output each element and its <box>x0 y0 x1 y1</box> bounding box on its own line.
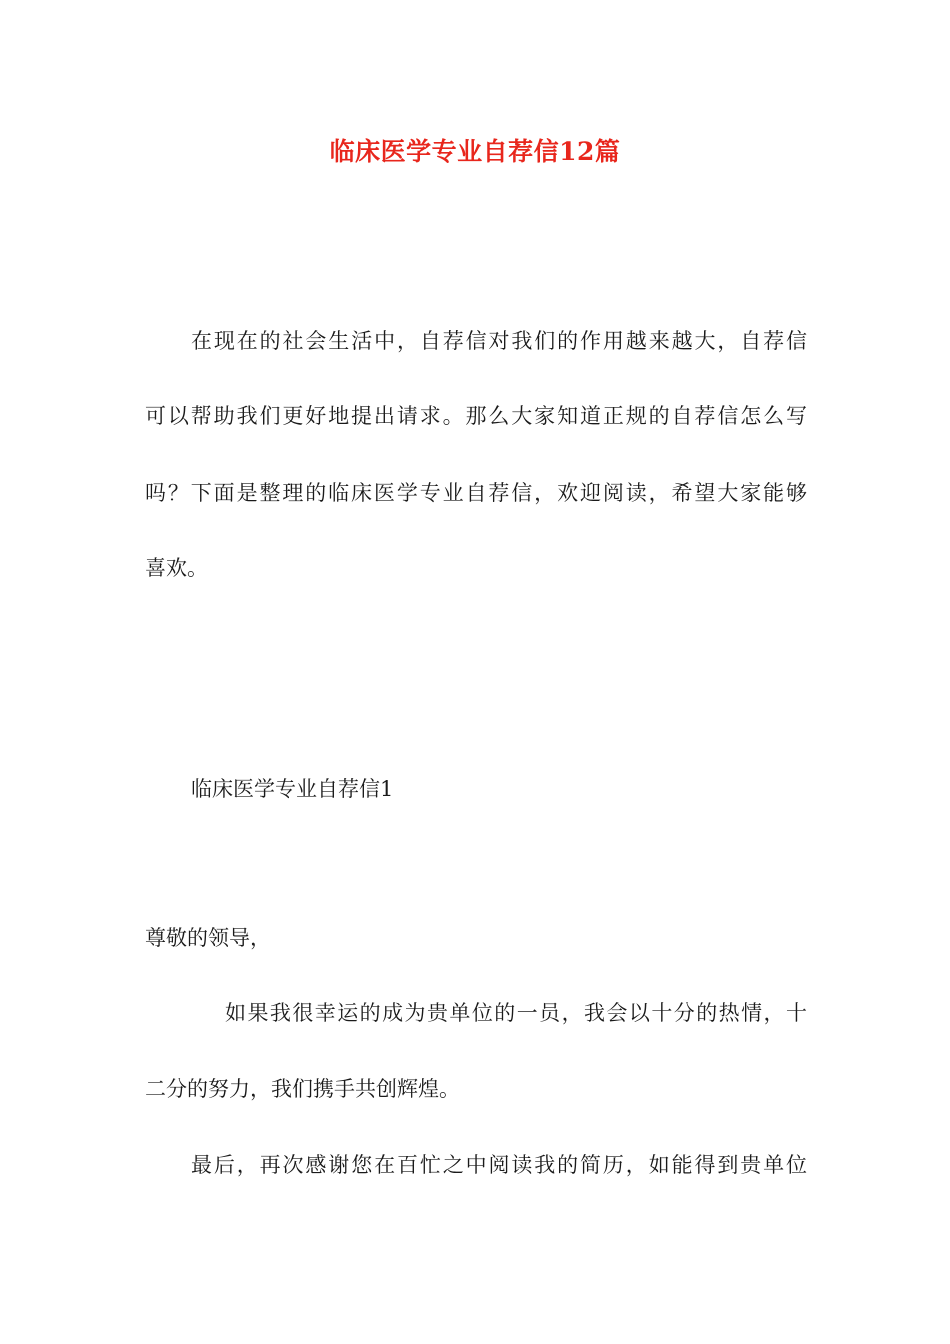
intro-line-1: 在现在的社会生活中，自荐信对我们的作用越来越大，自荐信 <box>191 329 807 353</box>
intro-line-4: 喜欢。 <box>145 556 208 580</box>
body-line-2: 二分的努力，我们携手共创辉煌。 <box>145 1077 460 1101</box>
intro-line-3: 吗？下面是整理的临床医学专业自荐信，欢迎阅读，希望大家能够 <box>145 481 807 505</box>
section-heading: 临床医学专业自荐信1 <box>191 777 394 801</box>
body-line-1: 如果我很幸运的成为贵单位的一员，我会以十分的热情，十 <box>225 1001 807 1025</box>
intro-line-2: 可以帮助我们更好地提出请求。那么大家知道正规的自荐信怎么写 <box>145 404 807 428</box>
body-line-3: 最后，再次感谢您在百忙之中阅读我的简历，如能得到贵单位 <box>191 1153 807 1177</box>
salutation: 尊敬的领导， <box>145 926 271 950</box>
document-title: 临床医学专业自荐信12篇 <box>329 137 621 166</box>
